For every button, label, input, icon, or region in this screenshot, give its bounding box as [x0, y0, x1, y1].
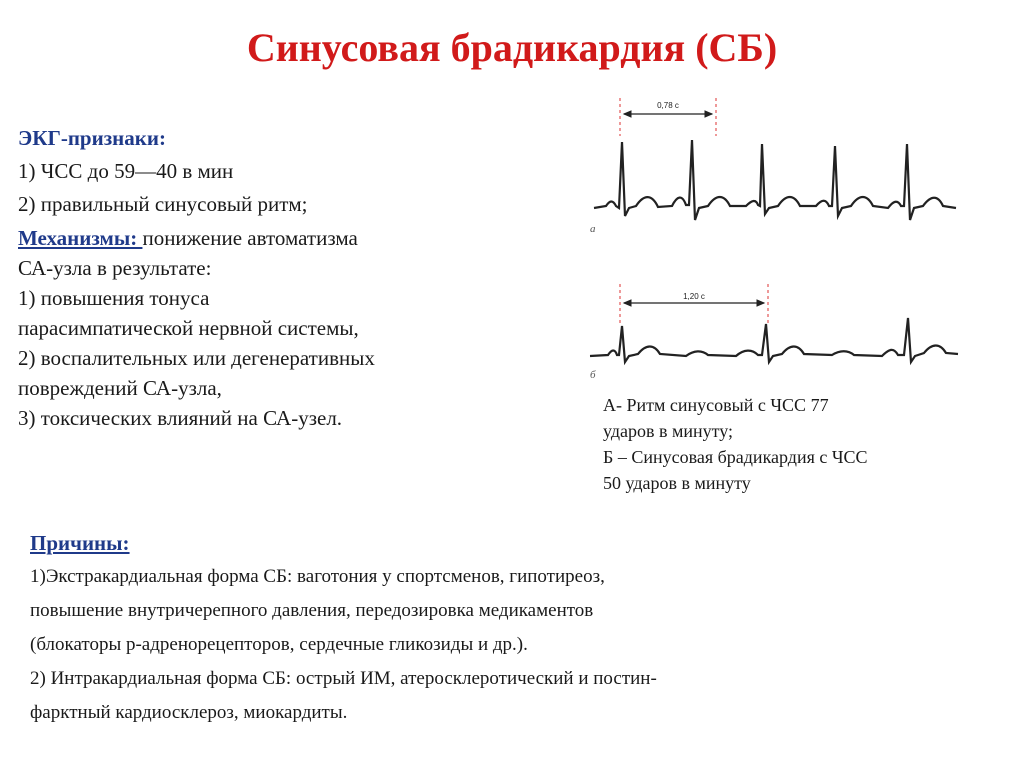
causes-heading: Причины:	[30, 531, 130, 555]
slide-title: Синусовая брадикардия (СБ)	[246, 25, 778, 70]
causes-line-1: повышение внутричерепного давления, передозировка медикаментов	[30, 600, 594, 621]
ecg-strip-a	[590, 98, 956, 235]
causes-line-0: 1)Экстракардиальная форма СБ: ваготония у спортсменов, гипотиреоз,	[30, 566, 605, 587]
ecg-sign-2: 2) правильный синусовый ритм;	[18, 192, 308, 216]
ecg-strip-b	[590, 284, 958, 381]
causes-block	[30, 526, 1010, 730]
mechanisms-line-0: понижение автоматизма	[142, 226, 358, 250]
mechanisms-line-1: СА-узла в результате:	[18, 256, 212, 280]
causes-line-3: 2) Интракардиальная форма СБ: острый ИМ, атеросклеротический и постин-	[30, 668, 657, 689]
mechanisms-line-6: 3) токсических влияний на СА-узел.	[18, 406, 343, 430]
ecg-sign-1: 1) ЧСС до 59—40 в мин	[18, 159, 234, 183]
ecg-a-letter: а	[590, 223, 596, 235]
left-text-block	[18, 122, 578, 433]
causes-line-2: (блокаторы р-адренорецепторов, сердечные гликозиды и др.).	[30, 634, 528, 655]
caption-line-3: 50 ударов в минуту	[603, 473, 751, 493]
mechanisms-line-5: повреждений СА-узла,	[18, 376, 222, 400]
caption-line-0: А- Ритм синусовый с ЧСС 77	[603, 395, 829, 415]
mechanisms-label: Механизмы:	[18, 226, 143, 250]
mechanisms-line-4: 2) воспалительных или дегенеративных	[18, 346, 375, 370]
ecg-figure	[586, 96, 966, 386]
ecg-b-letter: б	[590, 369, 596, 381]
caption-line-1: ударов в минуту;	[603, 421, 734, 441]
ecg-caption	[603, 392, 1003, 496]
ecg-a-interval-label: 0,78 с	[657, 101, 679, 110]
mechanisms-line-2: 1) повышения тонуса	[18, 286, 210, 310]
mechanisms-block	[18, 223, 578, 433]
ecg-signs-heading: ЭКГ-признаки:	[18, 126, 166, 150]
caption-line-2: Б – Синусовая брадикардия с ЧСС	[603, 447, 868, 467]
mechanisms-line-3: парасимпатической нервной системы,	[18, 316, 359, 340]
ecg-b-interval-label: 1,20 с	[683, 292, 705, 301]
causes-line-4: фарктный кардиосклероз, миокардиты.	[30, 702, 348, 723]
